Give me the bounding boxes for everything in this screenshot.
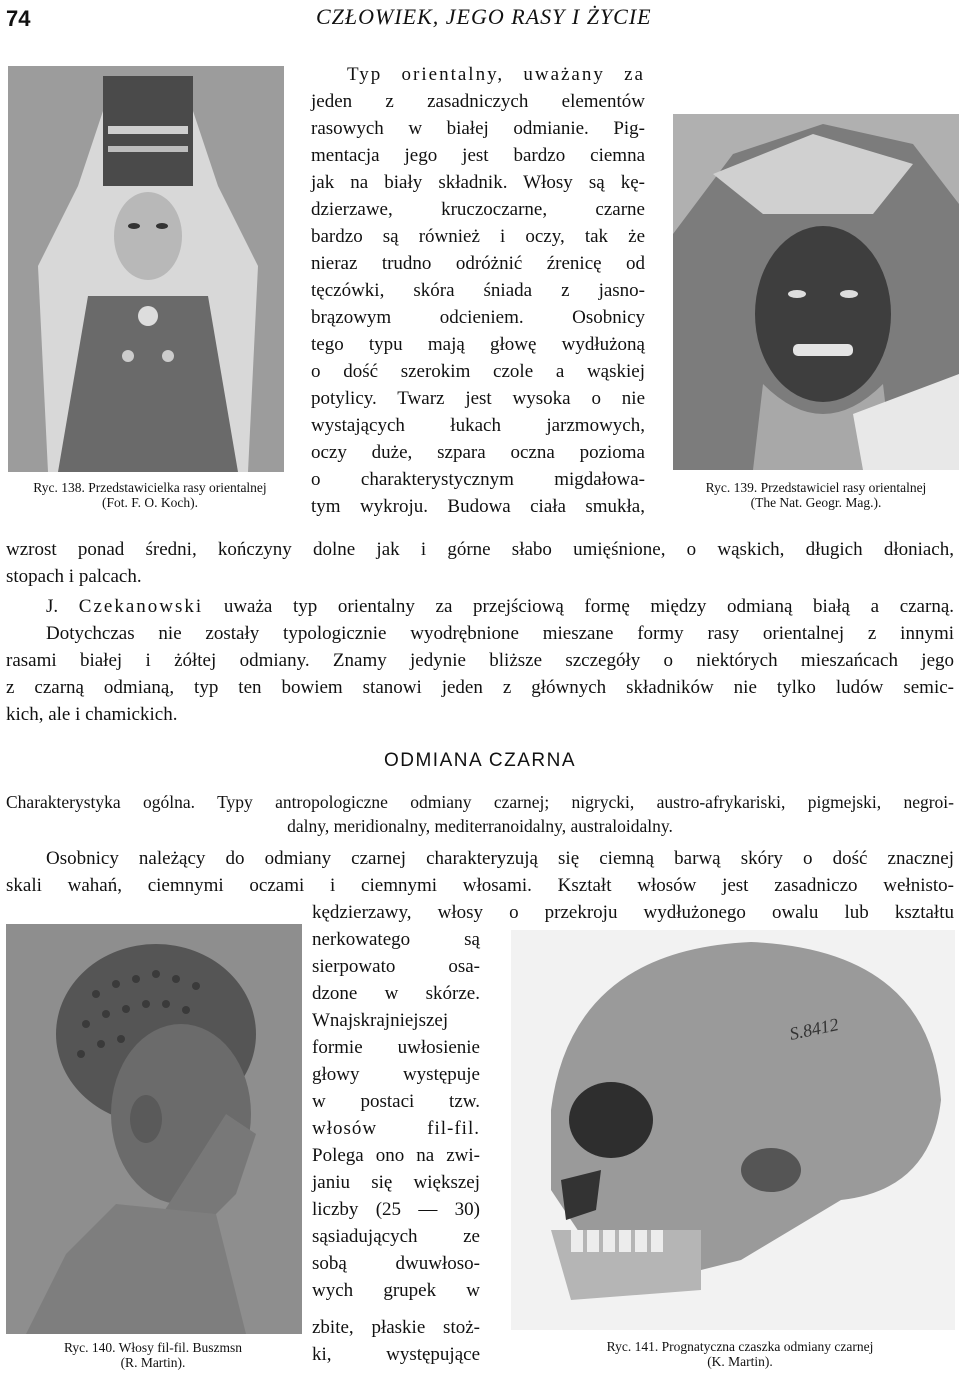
text-line: sobą dwuwłoso- xyxy=(312,1253,480,1274)
narrow-column-text xyxy=(312,926,480,1368)
text-line: potylicy. Twarz jest wysoka o nie xyxy=(311,388,645,409)
text-line: jeden z zasadniczych elementów xyxy=(311,91,645,112)
caption-ryc-138 xyxy=(0,480,300,510)
text-line: kędzierzawy, włosy o przekroju wydłużonego owalu lub kształtu xyxy=(312,902,954,923)
text-line: tego typu mają głowę wydłużoną xyxy=(311,334,645,355)
text-line: głowy występuje xyxy=(312,1064,480,1085)
text-line: janiu się większej xyxy=(312,1172,480,1193)
text-line: rasowych w białej odmianie. Pig- xyxy=(311,118,645,139)
text-line: liczby (25 — 30) xyxy=(312,1199,480,1220)
paragraph-czekanowski xyxy=(6,593,954,620)
text-line: o charakterystycznym migdałowa- xyxy=(311,469,645,490)
text-line: Charakterystyka ogólna. Typy antropologiczne odmiany czarnej; nigrycki, austro-afrykariski, pigmejski, negroi- xyxy=(6,792,954,812)
paragraph-typ-orientalny xyxy=(311,61,645,520)
running-head: CZŁOWIEK, JEGO RASY I ŻYCIE xyxy=(316,4,652,29)
caption-ryc-138-line1: Ryc. 138. Przedstawicielka rasy orientalnej xyxy=(33,480,267,495)
page-number: 74 xyxy=(6,6,31,31)
caption-ryc-141-line1: Ryc. 141. Prognatyczna czaszka odmiany czarnej xyxy=(606,1339,874,1354)
text-line: dzierzawe, kruczoczarne, czarne xyxy=(311,199,645,220)
photo-ryc-139 xyxy=(673,114,959,470)
text-line: Osobnicy należący do odmiany czarnej charakteryzują się ciemną barwą skóry o dość znacznej xyxy=(46,848,954,869)
paragraph-continuation xyxy=(6,536,954,590)
text-line: sierpowato osa- xyxy=(312,956,480,977)
text-line: stopach i palcach. xyxy=(6,566,142,587)
caption-ryc-141 xyxy=(540,1339,940,1369)
text-line: nieraz trudno odróżnić źrenicę od xyxy=(311,253,645,274)
text-line: Typ orientalny, uważany za xyxy=(347,64,645,85)
text-line: wystających łukach jarzmowych, xyxy=(311,415,645,436)
paragraph-charakterystyka xyxy=(6,790,954,838)
text-line: nerkowatego są xyxy=(312,929,480,950)
text-line: tęczówki, skóra śniada z jasno- xyxy=(311,280,645,301)
paragraph-osobnicy-wide xyxy=(312,899,954,926)
caption-ryc-138-line2: (Fot. F. O. Koch). xyxy=(101,495,199,510)
text-line: ki, występujące xyxy=(312,1344,480,1365)
text-line: brązowym odcieniem. Osobnicy xyxy=(311,307,645,328)
caption-ryc-141-line2: (K. Martin). xyxy=(707,1354,773,1369)
text-line: Polega ono na zwi- xyxy=(312,1145,480,1166)
text-line: wzrost ponad średni, kończyny dolne jak i górne słabo umięśnione, o wąskich, długich dłoniach, xyxy=(6,539,954,560)
text-line: rasami białej i żółtej odmiany. Znamy jedynie bliższe szczegóły o niektórych mieszańcach jego xyxy=(6,650,954,671)
text-line: oczy duże, szpara oczna pozioma xyxy=(311,442,645,463)
photo-ryc-140 xyxy=(6,924,302,1334)
text-line: Dotychczas nie zostały typologicznie wyodrębnione mieszane formy rasy orientalnej z innymi xyxy=(46,623,954,644)
photo-ryc-141 xyxy=(511,930,955,1330)
text-line: tym wykroju. Budowa ciała smukła, xyxy=(311,496,645,517)
text-line: dzone w skórze. xyxy=(312,983,480,1004)
text-line: bardzo są również i oczy, tak że xyxy=(311,226,645,247)
text-line: w postaci tzw. xyxy=(312,1091,480,1112)
caption-ryc-140-line1: Ryc. 140. Włosy fil-fil. Buszmsn xyxy=(63,1340,243,1355)
text-line: formie uwłosienie xyxy=(312,1037,480,1058)
text-line: włosów fil-fil. xyxy=(312,1118,480,1139)
text-line: kich, ale i chamickich. xyxy=(6,704,178,725)
skull-inscription: S.8412 xyxy=(787,1014,841,1044)
caption-ryc-140 xyxy=(8,1340,298,1370)
text-line: z czarną odmianą, typ ten bowiem stanowi jeden z głównych składników nie tylko ludów semic- xyxy=(6,677,954,698)
text-line: jak na biały składnik. Włosy są kę- xyxy=(311,172,645,193)
text-line: sąsiadujących ze xyxy=(312,1226,480,1247)
text-line: wych grupek w xyxy=(312,1280,480,1301)
photo-ryc-138 xyxy=(8,66,284,472)
caption-ryc-139 xyxy=(672,480,960,510)
text-line: zbite, płaskie stoż- xyxy=(312,1317,480,1338)
author-name: Czekanowski xyxy=(78,596,204,617)
section-title: ODMIANA CZARNA xyxy=(383,750,577,771)
text-line: mentacja jego jest bardzo ciemna xyxy=(311,145,645,166)
text-line: o dość szerokim czole a wąskiej xyxy=(311,361,645,382)
paragraph-mieszane-formy xyxy=(6,620,954,728)
paragraph-osobnicy xyxy=(6,845,954,899)
caption-ryc-139-line1: Ryc. 139. Przedstawiciel rasy orientalnej xyxy=(705,480,927,495)
text-line: skali wahań, ciemnymi oczami i ciemnymi włosami. Kształt włosów jest zasadniczo wełnisto- xyxy=(6,875,954,896)
caption-ryc-140-line2: (R. Martin). xyxy=(120,1355,186,1370)
text-line: J. Czekanowski uważa typ orientalny za przejściową formę między odmianą białą a czarną. xyxy=(46,596,955,617)
text-fragment: uważa typ orientalny za przejściową formę między odmianą białą a czarną. xyxy=(223,596,955,617)
text-line: Wnajskrajniejszej xyxy=(312,1010,449,1031)
caption-ryc-139-line2: (The Nat. Geogr. Mag.). xyxy=(750,495,882,510)
text-line: dalny, meridionalny, mediterranoidalny, australoidalny. xyxy=(287,816,673,836)
